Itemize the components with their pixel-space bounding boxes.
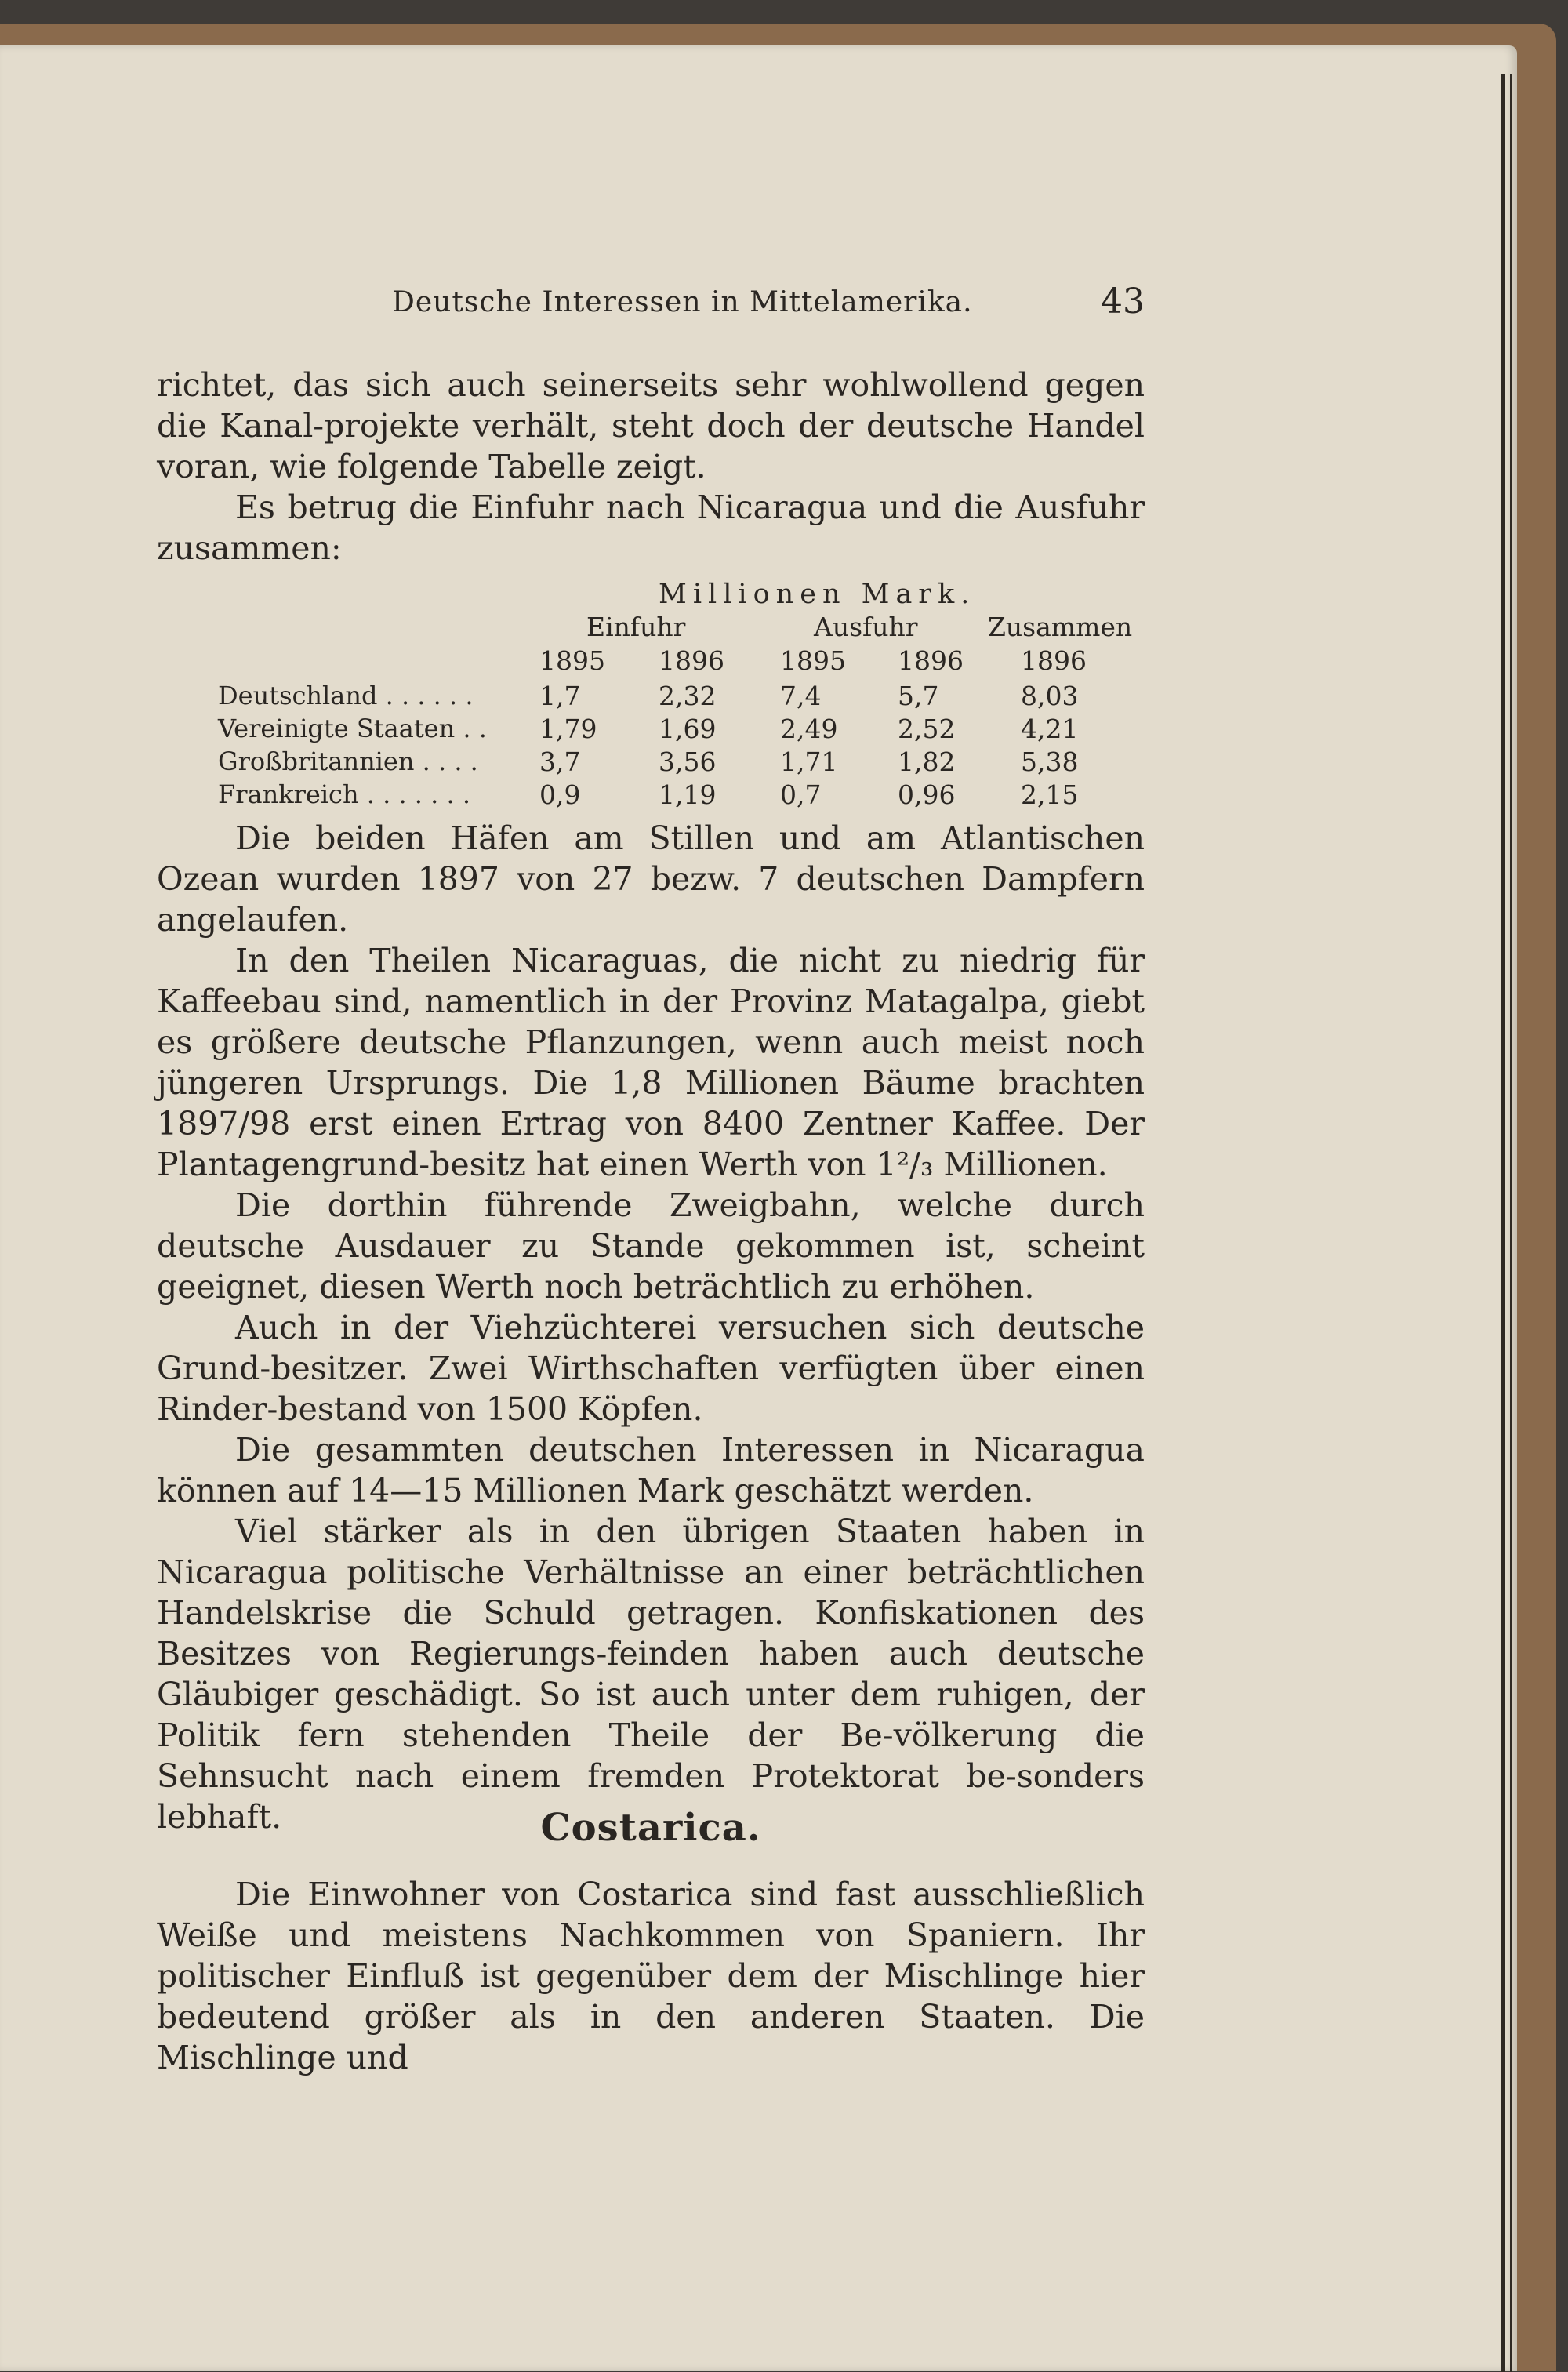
table-cell: 5,38 bbox=[1021, 746, 1079, 777]
table-cell: 1,71 bbox=[780, 746, 838, 777]
country-label: Frankreich . . . . . . . bbox=[218, 779, 470, 809]
page-edge-line bbox=[1501, 74, 1505, 2372]
body-text-top bbox=[157, 365, 1145, 568]
country-label: Großbritannien . . . . bbox=[218, 746, 478, 776]
country-label: Deutschland . . . . . . bbox=[218, 681, 474, 710]
paragraph: Die Einwohner von Costarica sind fast ausschließlich Weiße und meistens Nachkommen von Spaniern. Ihr politischer Einfluß ist gegenüber dem der Mischlinge hier bedeutend größer als in den anderen Staaten. Die Mischlinge und bbox=[157, 1876, 1145, 2076]
country-label: Vereinigte Staaten . . bbox=[218, 714, 487, 743]
paragraph: Die dorthin führende Zweigbahn, welche durch deutsche Ausdauer zu Stande gekommen ist, scheint geeignet, diesen Werth noch beträchtlich zu erhöhen. bbox=[157, 1186, 1145, 1306]
year-header: 1896 bbox=[659, 645, 724, 676]
paragraph: Die beiden Häfen am Stillen und am Atlantischen Ozean wurden 1897 von 27 bezw. 7 deutschen Dampfern angelaufen. bbox=[157, 819, 1145, 939]
table-unit: Millionen Mark. bbox=[659, 579, 976, 610]
table-cell: 1,7 bbox=[539, 681, 581, 711]
table-cell: 2,52 bbox=[898, 714, 956, 744]
table-cell: 4,21 bbox=[1021, 714, 1079, 744]
table-cell: 2,15 bbox=[1021, 779, 1079, 810]
group-label-zusammen: Zusammen bbox=[988, 612, 1133, 642]
year-header: 1895 bbox=[539, 645, 605, 676]
table-cell: 2,49 bbox=[780, 714, 838, 744]
trade-table bbox=[157, 579, 1145, 810]
page-edge-line bbox=[1510, 74, 1512, 2372]
paragraph: Die gesammten deutschen Interessen in Nicaragua können auf 14—15 Millionen Mark geschätzt werden. bbox=[157, 1431, 1145, 1509]
table-cell: 2,32 bbox=[659, 681, 717, 711]
table-cell: 3,7 bbox=[539, 746, 581, 777]
year-header: 1896 bbox=[898, 645, 964, 676]
table-cell: 8,03 bbox=[1021, 681, 1079, 711]
table-cell: 1,69 bbox=[659, 714, 717, 744]
body-text-bottom bbox=[157, 1874, 1145, 2078]
table-cell: 1,79 bbox=[539, 714, 597, 744]
group-label-einfuhr: Einfuhr bbox=[586, 612, 686, 642]
running-title: Deutsche Interessen in Mittelamerika. bbox=[392, 286, 973, 318]
table-row bbox=[157, 779, 1145, 811]
year-header: 1895 bbox=[780, 645, 846, 676]
paragraph: Viel stärker als in den übrigen Staaten haben in Nicaragua politische Verhältnisse an einer beträchtlichen Handelskrise die Schuld getragen. Konfiskationen des Besitzes von Regierungs-feinden haben auch deutsche Gläubiger geschädigt. So ist auch unter dem ruhigen, der Politik fern stehenden Theile der Be-völkerung die Sehnsucht nach einem fremden Protektorat be-sonders lebhaft. bbox=[157, 1513, 1145, 1836]
section-heading: Costarica. bbox=[540, 1806, 761, 1850]
body-text-middle bbox=[157, 818, 1145, 1837]
paragraph: In den Theilen Nicaraguas, die nicht zu niedrig für Kaffeebau sind, namentlich in der Provinz Matagalpa, giebt es größere deutsche Pflanzungen, wenn auch meist noch jüngeren Ursprungs. Die 1,8 Millionen Bäume brachten 1897/98 erst einen Ertrag von 8400 Zentner Kaffee. Der Plantagengrund-besitz hat einen Werth von 1²/₃ Millionen. bbox=[157, 942, 1145, 1183]
paragraph: Es betrug die Einfuhr nach Nicaragua und die Ausfuhr zusammen: bbox=[157, 489, 1145, 567]
table-row bbox=[157, 714, 1145, 745]
table-cell: 1,19 bbox=[659, 779, 717, 810]
table-row bbox=[157, 681, 1145, 712]
group-label-ausfuhr: Ausfuhr bbox=[814, 612, 918, 642]
table-row bbox=[157, 746, 1145, 778]
table-cell: 7,4 bbox=[780, 681, 822, 711]
table-cell: 3,56 bbox=[659, 746, 717, 777]
running-head bbox=[392, 282, 1145, 333]
table-cell: 0,96 bbox=[898, 779, 956, 810]
paragraph: richtet, das sich auch seinerseits sehr wohlwollend gegen die Kanal-projekte verhält, steht doch der deutsche Handel voran, wie folgende Tabelle zeigt. bbox=[157, 366, 1145, 485]
paragraph: Auch in der Viehzüchterei versuchen sich deutsche Grund-besitzer. Zwei Wirthschaften verfügten über einen Rinder-bestand von 1500 Köpfen. bbox=[157, 1309, 1145, 1428]
table-cell: 5,7 bbox=[898, 681, 939, 711]
table-cell: 0,9 bbox=[539, 779, 581, 810]
page-number: 43 bbox=[1101, 282, 1145, 321]
year-header: 1896 bbox=[1021, 645, 1087, 676]
table-cell: 1,82 bbox=[898, 746, 956, 777]
table-cell: 0,7 bbox=[780, 779, 822, 810]
